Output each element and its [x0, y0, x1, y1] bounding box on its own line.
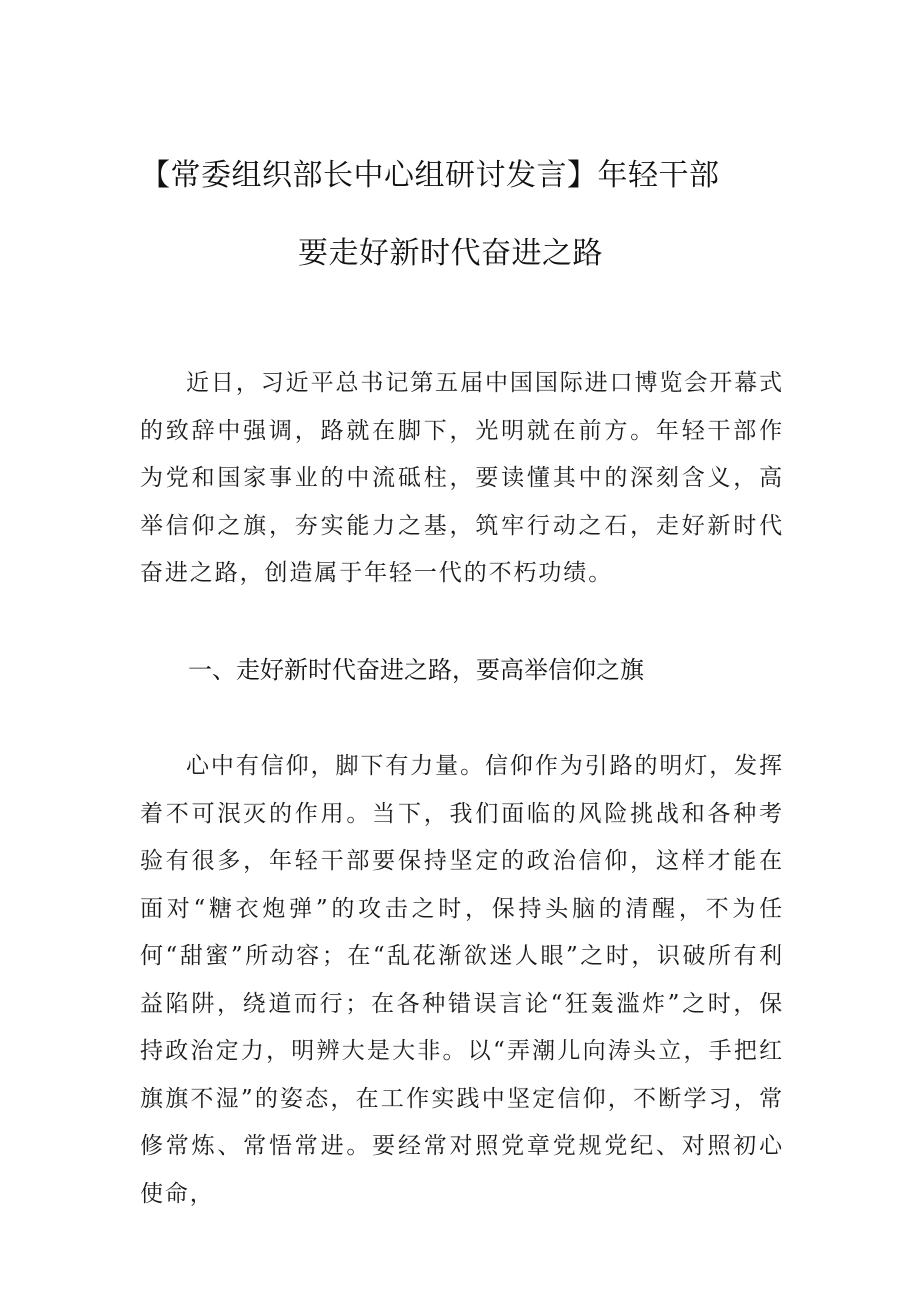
- intro-paragraph: 近日，习近平总书记第五届中国国际进口博览会开幕式的致辞中强调，路就在脚下，光明就在前方。年轻干部作为党和国家事业的中流砥柱，要读懂其中的深刻含义，高举信仰之旗，夯实能力之基，筑牢行动之石，走好新时代奋进之路，创造属于年轻一代的不朽功绩。: [140, 370, 784, 586]
- section-1-paragraph: 心中有信仰，脚下有力量。信仰作为引路的明灯，发挥着不可泯灭的作用。当下，我们面临的风险挑战和各种考验有很多，年轻干部要保持坚定的政治信仰，这样才能在面对“糖衣炮弹”的攻击之时，保持头脑的清醒，不为任何“甜蜜”所动容；在“乱花渐欲迷人眼”之时，识破所有利益陷阱，绕道而行；在各种错误言论“狂轰滥炸”之时，保持政治定力，明辨大是大非。以“弄潮儿向涛头立，手把红旗旗不湿”的姿态，在工作实践中坚定信仰，不断学习，常修常炼、常悟常进。要经常对照党章党规党纪、对照初心使命，: [140, 753, 784, 1207]
- section-1-heading: 一、走好新时代奋进之路，要高举信仰之旗: [188, 656, 644, 684]
- document-title-line-1: 【常委组织部长中心组研讨发言】年轻干部: [140, 158, 720, 193]
- document-title-line-2: 要走好新时代奋进之路: [298, 236, 603, 271]
